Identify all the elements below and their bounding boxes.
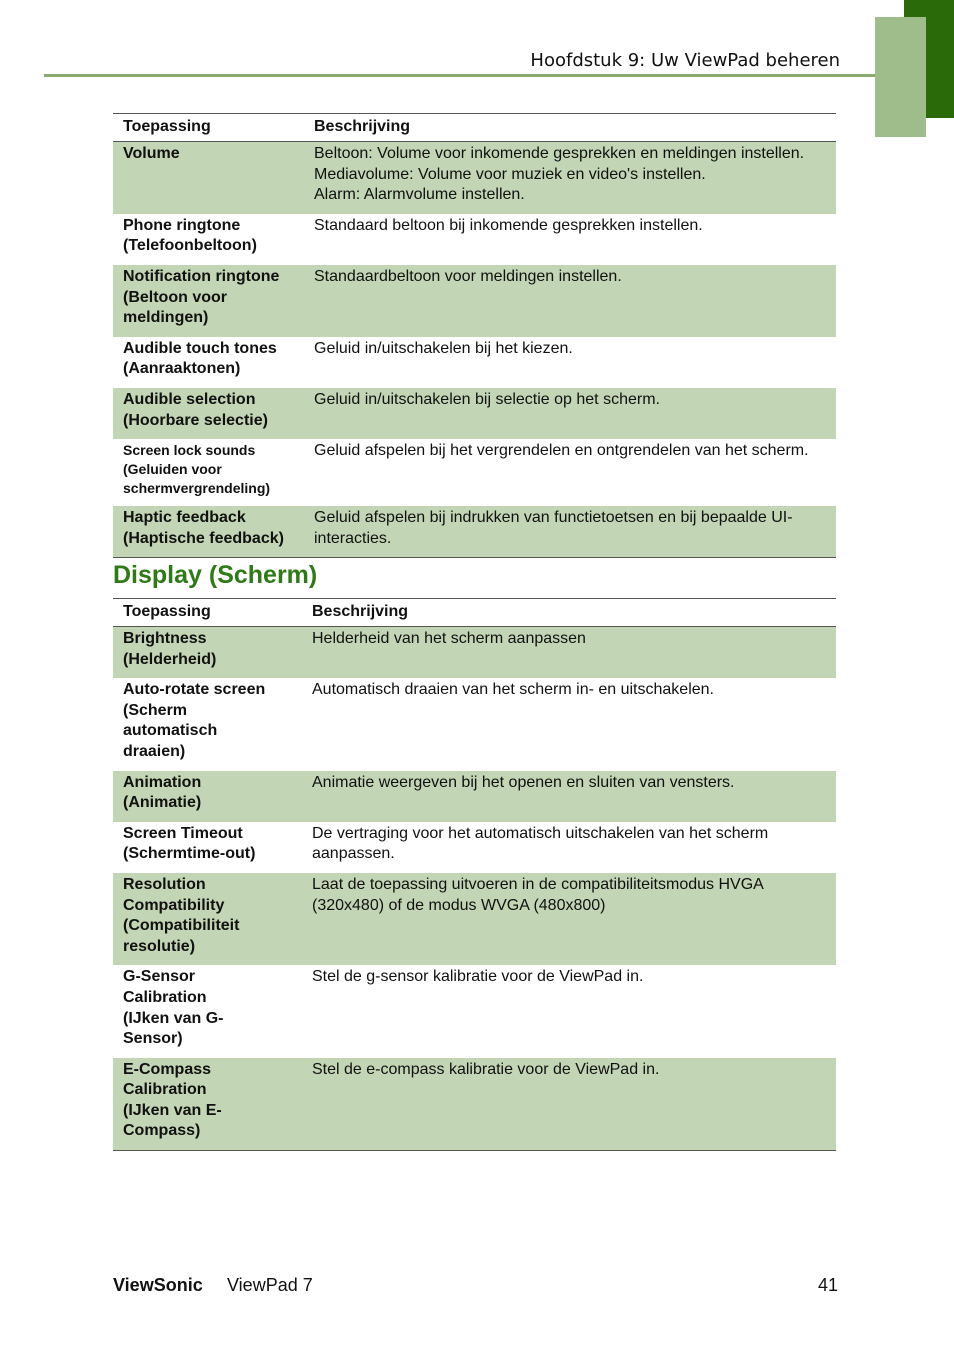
description-line: Geluid afspelen bij indrukken van functietoetsen en bij bepaalde UI-interacties.	[314, 509, 793, 547]
application-cell	[113, 1058, 302, 1151]
application-name: E-Compass	[123, 1060, 212, 1078]
description-cell	[302, 678, 836, 770]
sound-settings-table	[113, 113, 836, 558]
application-name-translation: (Schermtime-out)	[123, 845, 256, 863]
application-name: Screen lock sounds	[123, 442, 256, 459]
description-line: Beltoon: Volume voor inkomende gesprekken en meldingen instellen.	[314, 145, 805, 162]
column-header-application: Toepassing	[113, 114, 304, 142]
application-cell	[113, 214, 304, 265]
description-cell	[304, 439, 836, 506]
application-name: Phone ringtone	[123, 216, 241, 234]
application-name: Brightness	[123, 630, 207, 647]
application-name-translation: (Haptische feedback)	[123, 529, 284, 547]
application-cell	[113, 873, 302, 965]
application-name: Screen Timeout	[123, 824, 243, 842]
description-line: Alarm: Alarmvolume instellen.	[314, 186, 525, 204]
application-cell	[113, 388, 304, 439]
table-row	[113, 388, 836, 439]
description-cell	[304, 265, 836, 337]
description-line: Stel de e-compass kalibratie voor de ViewPad in.	[312, 1060, 660, 1078]
application-name-translation: (Scherm	[123, 701, 188, 719]
description-line: Animatie weergeven bij het openen en sluiten van vensters.	[312, 773, 735, 791]
description-cell	[304, 337, 836, 388]
application-name-translation: (Aanraaktonen)	[123, 360, 241, 378]
column-header-description: Beschrijving	[302, 599, 836, 627]
application-cell	[113, 337, 304, 388]
table-row	[113, 506, 836, 558]
description-cell	[304, 388, 836, 439]
application-name: Audible selection	[123, 390, 256, 408]
chapter-tab-light	[875, 17, 926, 137]
table-row	[113, 965, 836, 1057]
application-name: Animation	[123, 773, 202, 791]
application-name-translation: resolutie)	[123, 937, 196, 955]
application-name: Audible touch tones	[123, 339, 277, 357]
table-row	[113, 822, 836, 873]
application-name-translation: automatisch	[123, 722, 218, 740]
application-name-translation: (IJken van E-	[123, 1101, 222, 1119]
application-name-translation: (Telefoonbeltoon)	[123, 237, 257, 255]
footer-brand: ViewSonic	[113, 1275, 203, 1295]
table-row	[113, 1058, 836, 1151]
table-header-row	[113, 599, 836, 627]
description-line: Automatisch draaien van het scherm in- en uitschakelen.	[312, 681, 714, 699]
table-row	[113, 265, 836, 337]
application-name: Volume	[123, 145, 180, 162]
application-cell	[113, 627, 302, 679]
page-number: 41	[817, 1275, 838, 1295]
table-row	[113, 337, 836, 388]
application-name: G-Sensor	[123, 968, 196, 986]
application-name-translation: Compass)	[123, 1122, 201, 1140]
application-name: Calibration	[123, 1081, 207, 1099]
application-name-translation: (Compatibiliteit	[123, 917, 240, 935]
application-cell	[113, 142, 304, 214]
chapter-title: Hoofdstuk 9: Uw ViewPad beheren	[530, 50, 840, 71]
application-name-translation: (IJken van G-	[123, 1009, 224, 1027]
display-settings-table	[113, 598, 836, 1151]
application-name-translation: meldingen)	[123, 309, 209, 327]
header-divider	[44, 74, 875, 77]
application-cell	[113, 678, 302, 770]
description-line: Standaard beltoon bij inkomende gesprekken instellen.	[314, 216, 703, 234]
section-heading-display: Display (Scherm)	[113, 561, 318, 589]
footer-model: ViewPad 7	[227, 1275, 313, 1295]
application-name: Auto-rotate screen	[123, 681, 266, 699]
application-cell	[113, 265, 304, 337]
description-line: De vertraging voor het automatisch uitschakelen van het scherm aanpassen.	[312, 824, 769, 863]
description-line: Geluid in/uitschakelen bij selectie op het scherm.	[314, 390, 660, 408]
description-line: Stel de g-sensor kalibratie voor de ViewPad in.	[312, 968, 644, 986]
description-cell	[302, 965, 836, 1057]
column-header-description: Beschrijving	[304, 114, 836, 142]
application-name-translation: (Helderheid)	[123, 650, 217, 668]
table-row	[113, 678, 836, 770]
application-name-translation: draaien)	[123, 742, 186, 760]
description-line: Geluid afspelen bij het vergrendelen en ontgrendelen van het scherm.	[314, 442, 809, 460]
description-cell	[302, 627, 836, 679]
description-cell	[302, 873, 836, 965]
table-row	[113, 439, 836, 506]
description-cell	[304, 506, 836, 558]
description-line: Geluid in/uitschakelen bij het kiezen.	[314, 339, 573, 357]
table-row	[113, 142, 836, 214]
description-line: Standaardbeltoon voor meldingen instellen.	[314, 267, 622, 285]
description-cell	[304, 142, 836, 214]
table-header-row	[113, 114, 836, 142]
application-name: Notification ringtone	[123, 267, 280, 285]
application-name-translation: (Geluiden voor	[123, 461, 222, 478]
description-cell	[302, 771, 836, 822]
application-name: Calibration	[123, 988, 207, 1006]
application-name-translation: (Hoorbare selectie)	[123, 411, 268, 429]
application-name: Compatibility	[123, 896, 225, 914]
table-row	[113, 214, 836, 265]
application-name: Resolution	[123, 875, 206, 893]
table-row	[113, 771, 836, 822]
description-line: Laat de toepassing uitvoeren in de compatibiliteitsmodus HVGA (320x480) of de modus WVGA (480x800)	[312, 875, 763, 914]
description-line: Helderheid van het scherm aanpassen	[312, 630, 586, 647]
application-name-translation: (Beltoon voor	[123, 288, 227, 306]
application-cell	[113, 822, 302, 873]
application-name: Haptic feedback	[123, 509, 246, 527]
application-name-translation: (Animatie)	[123, 794, 202, 812]
application-name-translation: Sensor)	[123, 1030, 183, 1048]
column-header-application: Toepassing	[113, 599, 302, 627]
description-cell	[302, 1058, 836, 1151]
description-cell	[304, 214, 836, 265]
application-cell	[113, 771, 302, 822]
application-cell	[113, 439, 304, 506]
application-cell	[113, 965, 302, 1057]
description-cell	[302, 822, 836, 873]
description-line: Mediavolume: Volume voor muziek en video's instellen.	[314, 165, 706, 183]
table-row	[113, 873, 836, 965]
table-row	[113, 627, 836, 679]
application-cell	[113, 506, 304, 558]
application-name-translation: schermvergrendeling)	[123, 480, 271, 497]
